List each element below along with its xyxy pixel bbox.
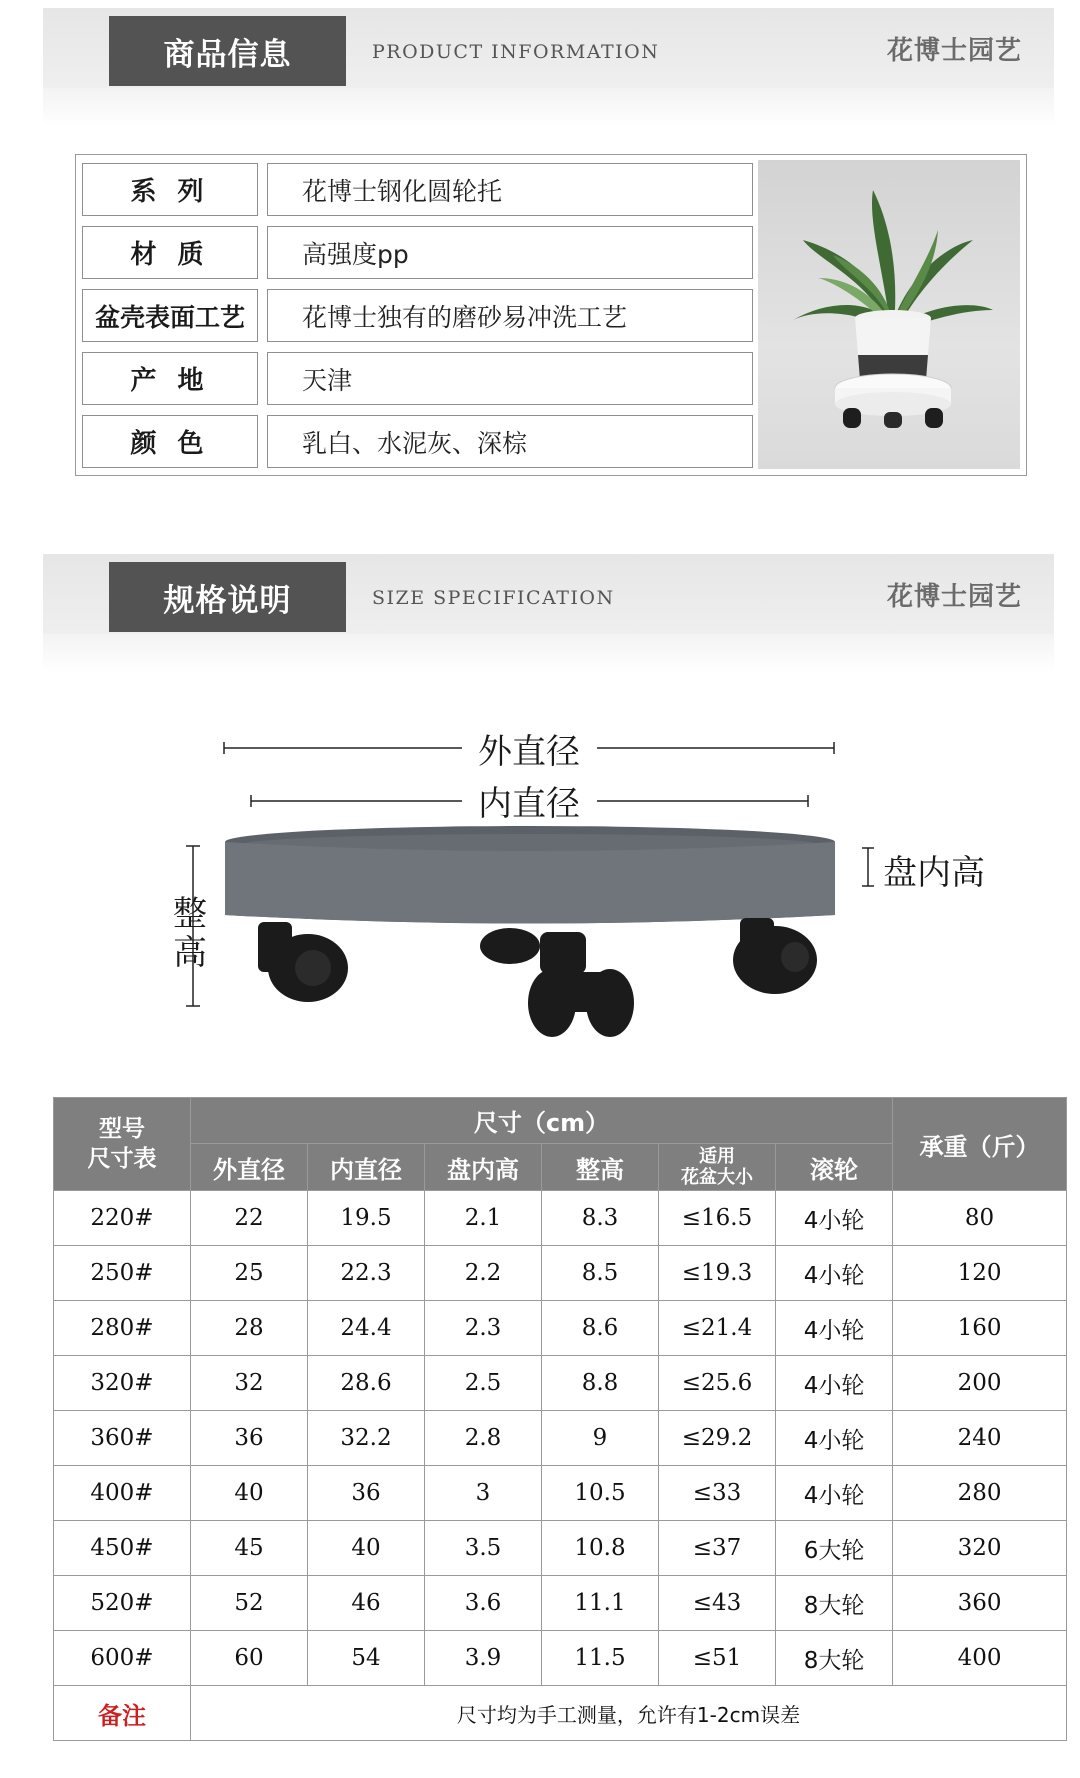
cell-load-capacity: 280: [893, 1466, 1067, 1521]
cell-fit-pot-size: ≤33: [659, 1466, 776, 1521]
outer-diameter-label: 外直径: [478, 732, 580, 772]
model-header-line1: 型号: [99, 1116, 145, 1142]
cell-model: 250#: [54, 1246, 191, 1301]
size-group-header: 尺寸（cm）: [191, 1098, 893, 1144]
total-height-label-top: 整: [173, 894, 207, 934]
cell-total-height: 8.6: [542, 1301, 659, 1356]
cell-inner-diameter: 22.3: [308, 1246, 425, 1301]
cell-inner-diameter: 24.4: [308, 1301, 425, 1356]
product-info-title: 商品信息: [109, 16, 346, 86]
col-total-height: 整高: [542, 1144, 659, 1191]
cell-load-capacity: 240: [893, 1411, 1067, 1466]
cell-outer-diameter: 25: [191, 1246, 308, 1301]
cell-outer-diameter: 45: [191, 1521, 308, 1576]
info-value-surface: 花博士独有的磨砂易冲洗工艺: [267, 289, 753, 342]
cell-model: 280#: [54, 1301, 191, 1356]
cell-model: 360#: [54, 1411, 191, 1466]
plant-on-caddy-image: [758, 160, 1020, 469]
cell-load-capacity: 320: [893, 1521, 1067, 1576]
cell-wheels: 4小轮: [776, 1356, 893, 1411]
cell-total-height: 11.1: [542, 1576, 659, 1631]
info-label-series: 系 列: [82, 163, 258, 216]
cell-tray-inner-height: 2.2: [425, 1246, 542, 1301]
cell-inner-diameter: 46: [308, 1576, 425, 1631]
cell-fit-pot-size: ≤25.6: [659, 1356, 776, 1411]
cell-wheels: 4小轮: [776, 1466, 893, 1521]
table-row: [54, 1576, 1067, 1631]
cell-inner-diameter: 36: [308, 1466, 425, 1521]
cell-tray-inner-height: 2.1: [425, 1191, 542, 1246]
model-header: [54, 1098, 191, 1191]
tray-inner-height-label: 盘内高: [883, 853, 985, 893]
cell-total-height: 8.8: [542, 1356, 659, 1411]
col-tray-inner-height: 盘内高: [425, 1144, 542, 1191]
spec-title: 规格说明: [109, 562, 346, 632]
cell-tray-inner-height: 2.5: [425, 1356, 542, 1411]
cell-model: 320#: [54, 1356, 191, 1411]
cell-load-capacity: 360: [893, 1576, 1067, 1631]
info-label-color: 颜 色: [82, 415, 258, 468]
note-text: 尺寸均为手工测量，允许有1-2cm误差: [191, 1686, 1067, 1741]
cell-fit-pot-size: ≤51: [659, 1631, 776, 1686]
cell-inner-diameter: 40: [308, 1521, 425, 1576]
table-row: [54, 1246, 1067, 1301]
cell-fit-pot-size: ≤43: [659, 1576, 776, 1631]
cell-tray-inner-height: 3.5: [425, 1521, 542, 1576]
cell-wheels: 4小轮: [776, 1191, 893, 1246]
info-value-series: 花博士钢化圆轮托: [267, 163, 753, 216]
cell-fit-pot-size: ≤29.2: [659, 1411, 776, 1466]
cell-inner-diameter: 32.2: [308, 1411, 425, 1466]
table-row: [54, 1191, 1067, 1246]
load-capacity-header: 承重（斤）: [893, 1098, 1067, 1191]
cell-load-capacity: 200: [893, 1356, 1067, 1411]
cell-tray-inner-height: 2.3: [425, 1301, 542, 1356]
cell-total-height: 8.5: [542, 1246, 659, 1301]
cell-outer-diameter: 32: [191, 1356, 308, 1411]
note-label: 备注: [54, 1686, 191, 1741]
cell-fit-pot-size: ≤16.5: [659, 1191, 776, 1246]
cell-tray-inner-height: 3.6: [425, 1576, 542, 1631]
cell-model: 400#: [54, 1466, 191, 1521]
info-label-origin: 产 地: [82, 352, 258, 405]
cell-fit-pot-size: ≤19.3: [659, 1246, 776, 1301]
table-row: [54, 1356, 1067, 1411]
cell-total-height: 8.3: [542, 1191, 659, 1246]
cell-tray-inner-height: 2.8: [425, 1411, 542, 1466]
cell-total-height: 10.8: [542, 1521, 659, 1576]
cell-wheels: 4小轮: [776, 1301, 893, 1356]
info-value-material: 高强度pp: [267, 226, 753, 279]
brand-logo-text: 花博士园艺: [886, 582, 1022, 612]
product-info-table: [75, 154, 1027, 476]
cell-outer-diameter: 28: [191, 1301, 308, 1356]
cell-outer-diameter: 36: [191, 1411, 308, 1466]
cell-total-height: 10.5: [542, 1466, 659, 1521]
cell-outer-diameter: 22: [191, 1191, 308, 1246]
info-value-color: 乳白、水泥灰、深棕: [267, 415, 753, 468]
cell-tray-inner-height: 3.9: [425, 1631, 542, 1686]
info-value-origin: 天津: [267, 352, 753, 405]
cell-load-capacity: 80: [893, 1191, 1067, 1246]
col-outer-diameter: 外直径: [191, 1144, 308, 1191]
caddy-wheels: [258, 918, 817, 1037]
cell-fit-pot-size: ≤37: [659, 1521, 776, 1576]
cell-model: 220#: [54, 1191, 191, 1246]
cell-model: 520#: [54, 1576, 191, 1631]
cell-model: 600#: [54, 1631, 191, 1686]
col-wheels: 滚轮: [776, 1144, 893, 1191]
cell-tray-inner-height: 3: [425, 1466, 542, 1521]
cell-outer-diameter: 60: [191, 1631, 308, 1686]
col-fit-pot-size-line1: 适用: [699, 1146, 735, 1167]
cell-outer-diameter: 40: [191, 1466, 308, 1521]
spec-subtitle: SIZE SPECIFICATION: [372, 587, 615, 609]
brand-logo-text: 花博士园艺: [886, 36, 1022, 66]
table-row: [54, 1521, 1067, 1576]
cell-total-height: 11.5: [542, 1631, 659, 1686]
col-fit-pot-size-line2: 花盆大小: [681, 1167, 753, 1188]
cell-inner-diameter: 54: [308, 1631, 425, 1686]
cell-load-capacity: 400: [893, 1631, 1067, 1686]
info-label-material: 材 质: [82, 226, 258, 279]
cell-wheels: 6大轮: [776, 1521, 893, 1576]
caddy-tray: [225, 826, 835, 924]
cell-outer-diameter: 52: [191, 1576, 308, 1631]
table-row: [54, 1631, 1067, 1686]
cell-load-capacity: 120: [893, 1246, 1067, 1301]
col-fit-pot-size: [659, 1144, 776, 1191]
model-header-line2: 尺寸表: [87, 1146, 157, 1172]
inner-diameter-label: 内直径: [478, 784, 580, 824]
cell-inner-diameter: 28.6: [308, 1356, 425, 1411]
cell-model: 450#: [54, 1521, 191, 1576]
cell-wheels: 4小轮: [776, 1246, 893, 1301]
table-row: [54, 1301, 1067, 1356]
size-spec-table: [53, 1097, 1067, 1741]
spec-table-body: [54, 1191, 1067, 1686]
total-height-label-bottom: 高: [173, 933, 207, 973]
cell-wheels: 8大轮: [776, 1631, 893, 1686]
header-shadow: [43, 634, 1054, 672]
cell-wheels: 8大轮: [776, 1576, 893, 1631]
cell-total-height: 9: [542, 1411, 659, 1466]
cell-load-capacity: 160: [893, 1301, 1067, 1356]
product-info-subtitle: PRODUCT INFORMATION: [372, 41, 660, 63]
col-inner-diameter: 内直径: [308, 1144, 425, 1191]
cell-inner-diameter: 19.5: [308, 1191, 425, 1246]
table-row: [54, 1466, 1067, 1521]
info-label-surface: 盆壳表面工艺: [82, 289, 258, 342]
header-shadow: [43, 88, 1054, 126]
cell-fit-pot-size: ≤21.4: [659, 1301, 776, 1356]
cell-wheels: 4小轮: [776, 1411, 893, 1466]
table-row: [54, 1411, 1067, 1466]
product-photo: [758, 160, 1020, 469]
